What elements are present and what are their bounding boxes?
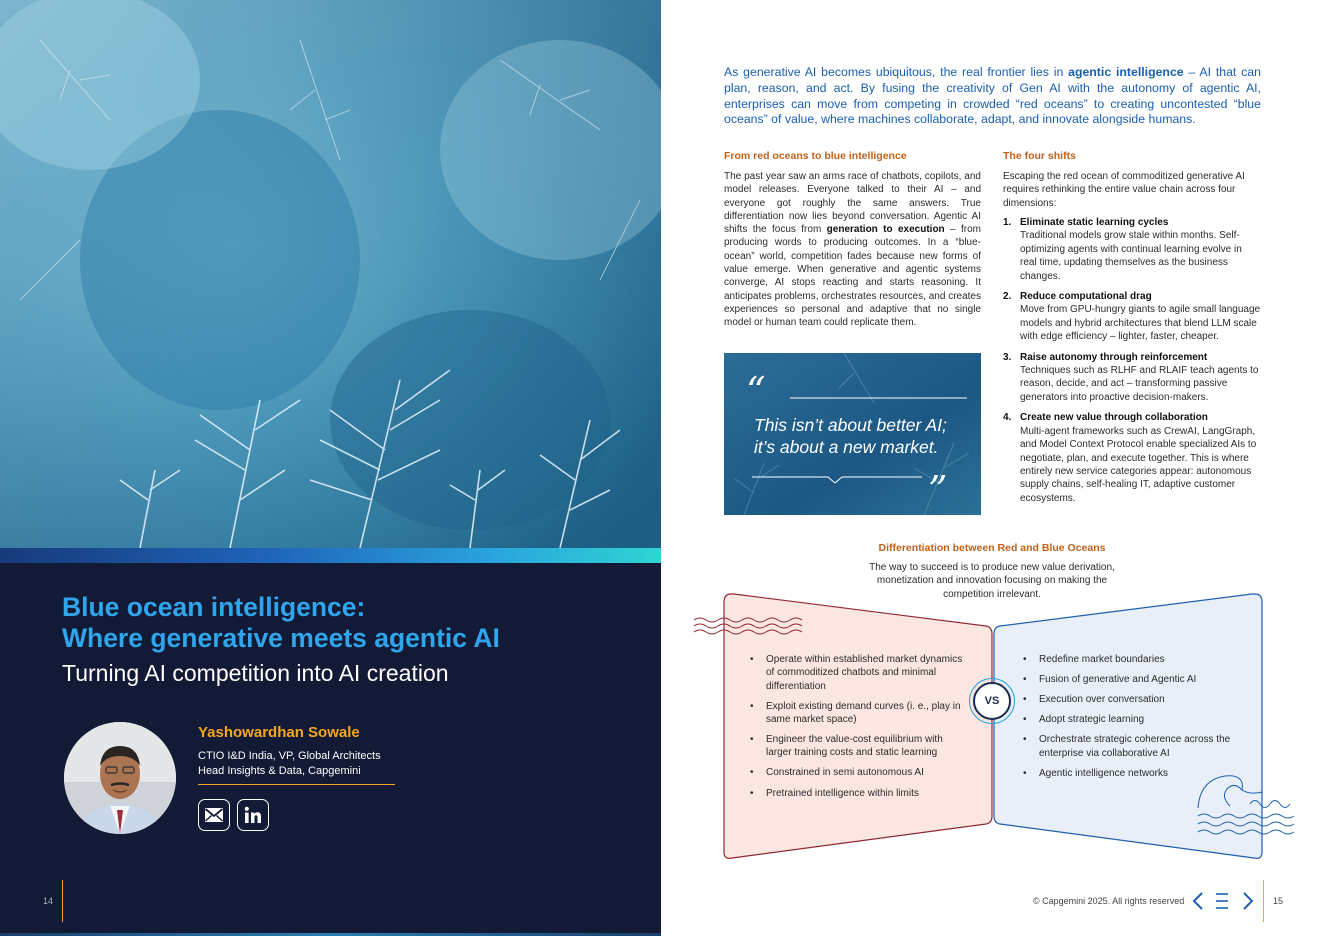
- list-item: • Constrained in semi autonomous AI: [749, 766, 967, 779]
- red-ocean-list: [749, 653, 967, 807]
- section-heading-four-shifts: The four shifts: [1003, 150, 1076, 162]
- page-divider-right: [1263, 880, 1264, 922]
- title-line-1: Blue ocean intelligence:: [62, 592, 366, 622]
- red-to-blue-paragraph: The past year saw an arms race of chatbots, copilots, and model releases. Everyone talked to their AI – and everyone got roughly the same answers. True differentiation now lies beyond conversation. Agentic AI shifts the focus from generation to execution – from producing words to producing outcomes. In a “blue-ocean” world, competition fades because new forms of value emerge. When generative and agentic systems converge, AI stops reacting and starts reasoning. It anticipates problems, orchestrates resources, and creates experiences so personal and adaptive that no single model or human team could replicate them.: [724, 171, 981, 329]
- page-subtitle: Turning AI competition into AI creation: [62, 660, 449, 686]
- page-title: [62, 592, 500, 654]
- chevron-right-icon: [1242, 892, 1254, 910]
- quote-text: This isn’t about better AI; it’s about a new market.: [754, 415, 947, 457]
- list-item: • Orchestrate strategic coherence across the enterprise via collaborative AI: [1022, 733, 1242, 760]
- author-name: Yashowardhan Sowale: [198, 724, 360, 741]
- menu-icon: [1215, 892, 1229, 910]
- list-item: 4. Create new value through collaboration Multi-agent frameworks such as CrewAI, LangGraph, and Model Context Protocol enable specialized AIs to negotiate, plan, and execute together. This is where entirely new service categories appear: autonomous supply chains, self-healing IT, adaptive customer ecosystems.: [1003, 412, 1257, 504]
- gradient-bar: [0, 548, 661, 563]
- list-item: • Redefine market boundaries: [1022, 653, 1242, 666]
- blue-ocean-list: [1022, 653, 1242, 787]
- linkedin-icon: [244, 806, 262, 824]
- chevron-left-icon: [1192, 892, 1204, 910]
- frost-crystal-image: [0, 0, 661, 548]
- list-item: • Fusion of generative and Agentic AI: [1022, 673, 1242, 686]
- title-line-2: Where generative meets agentic AI: [62, 623, 500, 653]
- list-item: • Operate within established market dynamics of commoditized chatbots and minimal differentiation: [749, 653, 967, 693]
- page-number-left: 14: [43, 896, 54, 906]
- intro-paragraph: As generative AI becomes ubiquitous, the real frontier lies in agentic intelligence – AI that can plan, reason, and act. By fusing the creativity of Gen AI with the autonomy of agentic AI, enterprises can move from competing in crowded “red oceans” to creating uncontested “blue oceans” of value, where machines collaborate, adapt, and innovate alongside humans.: [724, 65, 1261, 127]
- author-role-line-1: CTIO I&D India, VP, Global Architects: [198, 750, 381, 762]
- email-icon: [204, 807, 224, 823]
- author-divider: [198, 784, 395, 785]
- list-item: • Execution over conversation: [1022, 693, 1242, 706]
- list-item: 3. Raise autonomy through reinforcement Techniques such as RLHF and RLAIF teach agents to reason, decide, and act – transforming passive generators into proactive decision-makers.: [1003, 351, 1259, 403]
- list-item: • Exploit existing demand curves (i. e., play in same market space): [749, 700, 967, 727]
- left-page: [0, 0, 661, 936]
- vs-badge: VS: [973, 682, 1011, 720]
- list-item: 1. Eliminate static learning cycles Traditional models grow stale within months. Self-optimizing agents with continual learning evolve in real time, updating themselves as the business changes.: [1003, 217, 1242, 282]
- four-shifts-intro: Escaping the red ocean of commoditized generative AI requires rethinking the entire value chain across four dimensions:: [1003, 171, 1245, 209]
- page-number-right: 15: [1273, 896, 1284, 906]
- list-item: 2. Reduce computational drag Move from GPU-hungry giants to agile small language models and hybrid architectures that blend LLM scale with edge efficiency – lighter, faster, cheaper.: [1003, 291, 1261, 343]
- open-quote-icon: “: [746, 369, 766, 413]
- author-photo: [64, 722, 176, 834]
- avatar: [64, 722, 176, 834]
- next-page-button[interactable]: [1238, 891, 1258, 911]
- author-role-line-2: Head Insights & Data, Capgemini: [198, 764, 361, 777]
- intro-highlight: agentic intelligence: [1068, 65, 1184, 79]
- linkedin-button[interactable]: [237, 799, 269, 831]
- differentiation-heading: Differentiation between Red and Blue Oceans: [878, 542, 1106, 554]
- menu-button[interactable]: [1212, 891, 1232, 911]
- pull-quote: [724, 353, 981, 515]
- list-item: • Pretrained intelligence within limits: [749, 787, 967, 800]
- copyright: © Capgemini 2025. All rights reserved: [1033, 896, 1185, 906]
- previous-page-button[interactable]: [1188, 891, 1208, 911]
- list-item: • Engineer the value-cost equilibrium with larger training costs and static learning: [749, 733, 967, 760]
- author-role: [198, 749, 394, 778]
- page-divider-left: [62, 880, 63, 922]
- four-shifts-list: [1003, 216, 1261, 512]
- section-heading-red-to-blue: From red oceans to blue intelligence: [724, 150, 907, 162]
- close-quote-icon: ”: [928, 468, 948, 512]
- email-button[interactable]: [198, 799, 230, 831]
- differentiation-subtext: The way to succeed is to produce new value derivation, monetization and innovation focusing on making the competition irrelevant.: [869, 562, 1115, 600]
- list-item: • Agentic intelligence networks: [1022, 767, 1242, 780]
- list-item: • Adopt strategic learning: [1022, 713, 1242, 726]
